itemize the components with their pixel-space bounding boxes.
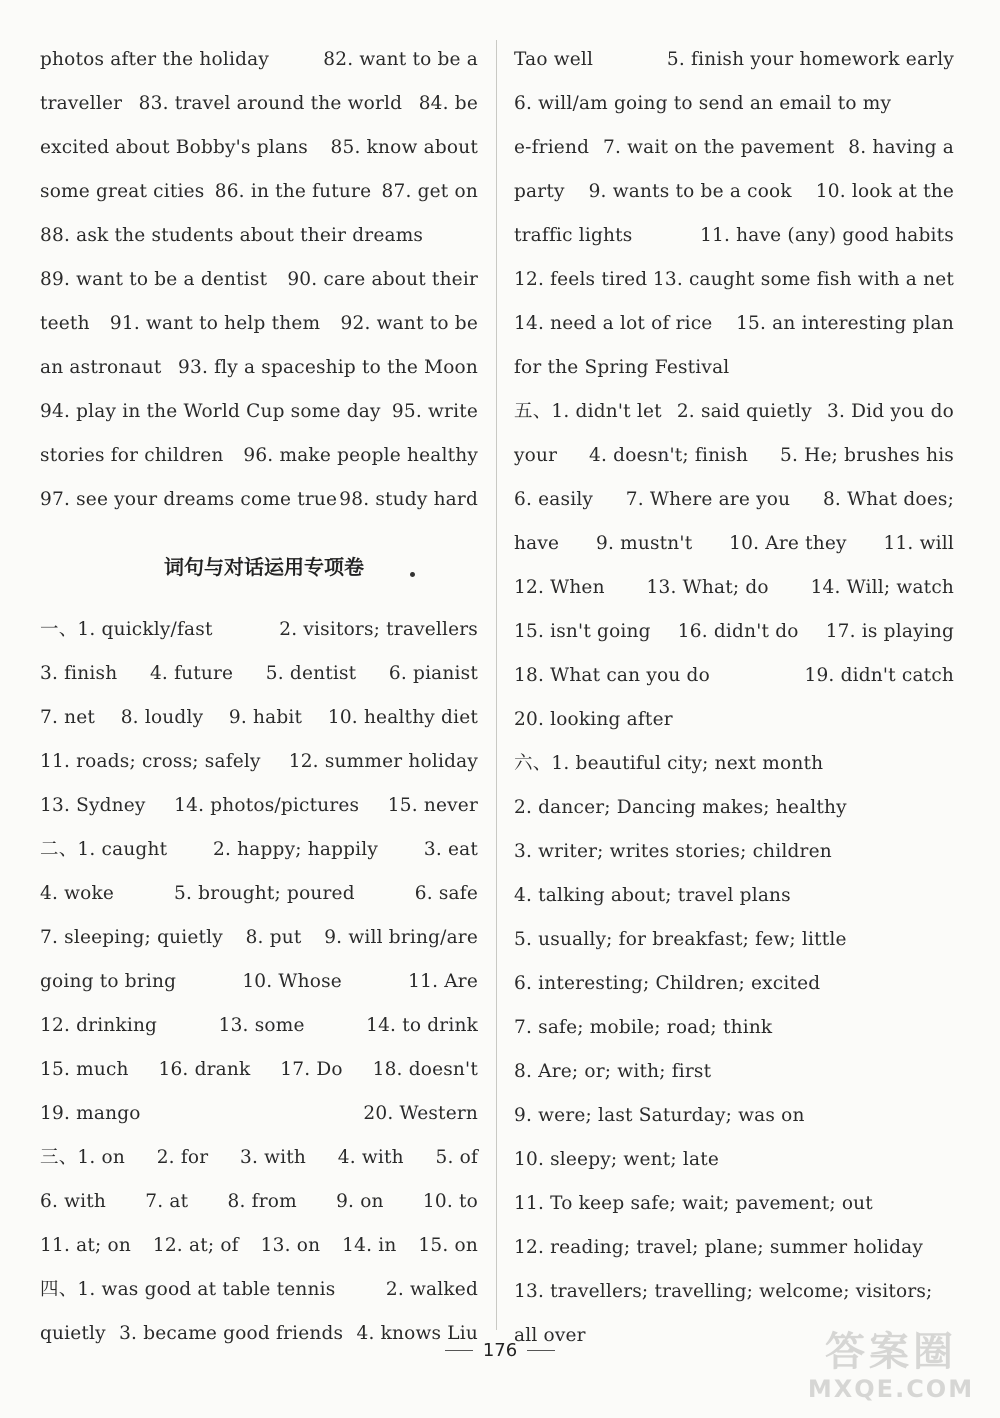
answer-text: 10. sleepy; went; late [514, 1149, 719, 1170]
answer-text: photos after the holiday [40, 49, 270, 70]
answer-text: 五、1. didn't let [514, 401, 662, 422]
answer-line [514, 874, 954, 918]
answer-text: 5. brought; poured [174, 883, 355, 904]
watermark-top: 答案圈 [825, 1329, 957, 1375]
answer-line [514, 258, 954, 302]
right-answers [514, 38, 954, 1358]
answer-text: 6. pianist [388, 663, 478, 684]
answer-text: 11. will [883, 533, 954, 554]
answer-line [514, 522, 954, 566]
answer-line [514, 918, 954, 962]
answer-text: 3. with [239, 1147, 307, 1168]
answer-text: going to bring [40, 971, 177, 992]
answer-text: 3. Did you do [827, 401, 954, 422]
answer-text: have [514, 533, 560, 554]
answer-line [40, 1224, 478, 1268]
answer-text: 97. see your dreams come true [40, 489, 338, 510]
watermark-logo [796, 1322, 986, 1410]
watermark-bottom: MXQE.COM [807, 1375, 975, 1403]
answer-text: 6. safe [414, 883, 478, 904]
answer-line [514, 390, 954, 434]
answer-line [40, 1268, 478, 1312]
answer-text: 8. from [227, 1191, 297, 1212]
answer-line [40, 608, 478, 652]
answer-text: 8. put [245, 927, 302, 948]
answer-text: 4. future [149, 663, 234, 684]
footer-dash-right [527, 1350, 555, 1351]
answer-text: 10. look at the [815, 181, 954, 202]
answer-line [514, 830, 954, 874]
answer-text: 9. were; last Saturday; was on [514, 1105, 805, 1126]
answer-text: 20. looking after [514, 709, 673, 730]
answer-text: 2. for [156, 1147, 209, 1168]
answer-text: 19. mango [40, 1103, 141, 1124]
answer-text: 7. wait on the pavement [602, 137, 835, 158]
answer-line [514, 698, 954, 742]
answer-text: 19. didn't catch [804, 665, 954, 686]
answer-text: 9. wants to be a cook [588, 181, 792, 202]
answer-text: 14. need a lot of rice [514, 313, 713, 334]
answer-text: 10. healthy diet [327, 707, 478, 728]
answer-text: e-friend [514, 137, 590, 158]
answer-text: party [514, 181, 565, 202]
answer-line [40, 258, 478, 302]
answer-text: 2. happy; happily [213, 839, 379, 860]
answer-text: 8. loudly [120, 707, 204, 728]
answer-line [514, 742, 954, 786]
answer-text: 一、1. quickly/fast [40, 619, 213, 640]
answer-line [40, 214, 478, 258]
answer-line [40, 784, 478, 828]
answer-text: for the Spring Festival [514, 357, 730, 378]
answer-text: 4. doesn't; finish [589, 445, 749, 466]
page-number: 176 [482, 1339, 518, 1361]
answer-text: 18. doesn't [372, 1059, 478, 1080]
answer-text: 16. didn't do [677, 621, 799, 642]
answer-text: 7. sleeping; quietly [40, 927, 223, 948]
answer-text: 98. study hard [339, 489, 478, 510]
answer-text: 6. easily [514, 489, 594, 510]
answer-text: 13. travellers; travelling; welcome; visitors; [514, 1281, 933, 1302]
answer-text: 96. make people healthy [243, 445, 478, 466]
answer-text: 2. visitors; travellers [279, 619, 478, 640]
answer-text: 2. said quietly [676, 401, 812, 422]
answer-text: 83. travel around the world [138, 93, 403, 114]
answer-text: all over [514, 1325, 586, 1346]
answer-text: 15. an interesting plan [736, 313, 954, 334]
answer-text: 12. When [514, 577, 605, 598]
answer-text: 12. drinking [40, 1015, 158, 1036]
answer-line [514, 38, 954, 82]
answer-line [514, 654, 954, 698]
answer-text: 8. having a [848, 137, 954, 158]
answer-line [40, 1004, 478, 1048]
answer-text: 92. want to be [340, 313, 478, 334]
answer-line [40, 916, 478, 960]
answer-line [40, 960, 478, 1004]
answer-text: your [514, 445, 558, 466]
answer-line [514, 610, 954, 654]
answer-line [40, 38, 478, 82]
answer-text: 13. some [218, 1015, 305, 1036]
answer-line [514, 1050, 954, 1094]
answer-line [40, 434, 478, 478]
answer-line [40, 1092, 478, 1136]
answer-text: 17. is playing [825, 621, 954, 642]
answer-line [514, 566, 954, 610]
answer-text: an astronaut [40, 357, 162, 378]
answer-text: 4. knows Liu [356, 1323, 478, 1344]
answer-line [40, 82, 478, 126]
answer-text: 20. Western [363, 1103, 478, 1124]
answer-text: 86. in the future [214, 181, 372, 202]
answer-text: 9. habit [228, 707, 303, 728]
answer-text: 6. will/am going to send an email to my [514, 93, 892, 114]
left-answers-top [40, 38, 478, 522]
answer-text: quietly [40, 1323, 106, 1344]
answer-text: 13. on [260, 1235, 321, 1256]
answer-line [514, 126, 954, 170]
answer-text: 11. at; on [40, 1235, 131, 1256]
answer-text: 4. talking about; travel plans [514, 885, 791, 906]
answer-line [40, 1136, 478, 1180]
answer-text: 93. fly a spaceship to the Moon [178, 357, 478, 378]
answer-text: 11. roads; cross; safely [40, 751, 261, 772]
answer-text: 5. of [435, 1147, 478, 1168]
answer-text: 12. summer holiday [288, 751, 478, 772]
stray-mark [410, 572, 415, 577]
answer-text: 13. caught some fish with a net [652, 269, 954, 290]
answer-text: 13. What; do [646, 577, 769, 598]
answer-text: 95. write [391, 401, 478, 422]
answer-text: 15. isn't going [514, 621, 651, 642]
answer-text: 9. will bring/are [324, 927, 478, 948]
right-column [514, 38, 954, 1358]
answer-line [40, 828, 478, 872]
answer-line [40, 302, 478, 346]
answer-line [40, 478, 478, 522]
answer-text: 7. Where are you [625, 489, 791, 510]
answer-line [514, 170, 954, 214]
answer-text: 84. be [418, 93, 478, 114]
answer-text: traffic lights [514, 225, 633, 246]
answer-text: 90. care about their [287, 269, 478, 290]
answer-line [514, 1138, 954, 1182]
answer-line [514, 346, 954, 390]
answer-text: 8. What does; [822, 489, 954, 510]
answer-text: some great cities [40, 181, 205, 202]
answer-line [40, 652, 478, 696]
answer-text: 88. ask the students about their dreams [40, 225, 424, 246]
answer-text: 11. To keep safe; wait; pavement; out [514, 1193, 873, 1214]
answer-text: 14. photos/pictures [174, 795, 360, 816]
answer-text: 7. safe; mobile; road; think [514, 1017, 773, 1038]
answer-text: stories for children [40, 445, 224, 466]
answer-text: excited about Bobby's plans [40, 137, 308, 158]
answer-text: 18. What can you do [514, 665, 710, 686]
answer-text: 2. dancer; Dancing makes; healthy [514, 797, 847, 818]
answer-line [514, 1226, 954, 1270]
answer-text: 9. on [336, 1191, 384, 1212]
section-title: 词句与对话运用专项卷 [164, 554, 364, 579]
answer-text: 二、1. caught [40, 839, 168, 860]
answer-line [514, 434, 954, 478]
answer-text: Tao well [514, 49, 594, 70]
answer-text: 13. Sydney [40, 795, 146, 816]
answer-text: 15. much [40, 1059, 129, 1080]
answer-text: 5. He; brushes his [780, 445, 954, 466]
answer-line [40, 126, 478, 170]
answer-text: 5. finish your homework early [666, 49, 954, 70]
left-column [40, 38, 478, 1356]
answer-line [514, 1270, 954, 1314]
answer-text: 5. usually; for breakfast; few; little [514, 929, 847, 950]
left-answers-bottom [40, 608, 478, 1356]
answer-text: 10. Are they [729, 533, 847, 554]
answer-text: 3. finish [40, 663, 118, 684]
answer-text: 7. net [40, 707, 96, 728]
answer-line [514, 786, 954, 830]
answer-text: 14. Will; watch [810, 577, 954, 598]
answer-text: 六、1. beautiful city; next month [514, 753, 824, 774]
answer-line [514, 1006, 954, 1050]
answer-text: 6. with [40, 1191, 107, 1212]
answer-line [40, 1180, 478, 1224]
answer-line [40, 696, 478, 740]
answer-line [514, 962, 954, 1006]
answer-text: 10. Whose [242, 971, 342, 992]
answer-text: 8. Are; or; with; first [514, 1061, 712, 1082]
answer-line [40, 1048, 478, 1092]
answer-text: 11. Are [408, 971, 478, 992]
answer-text: 6. interesting; Children; excited [514, 973, 821, 994]
answer-text: 3. writer; writes stories; children [514, 841, 832, 862]
answer-line [40, 346, 478, 390]
answer-text: 15. on [418, 1235, 478, 1256]
answer-text: 10. to [422, 1191, 478, 1212]
answer-text: teeth [40, 313, 90, 334]
answer-text: 89. want to be a dentist [40, 269, 268, 290]
answer-line [514, 214, 954, 258]
column-divider [496, 40, 497, 1330]
answer-text: 12. at; of [152, 1235, 239, 1256]
answer-text: 2. walked [385, 1279, 478, 1300]
answer-line [514, 1182, 954, 1226]
answer-line [514, 478, 954, 522]
answer-text: 82. want to be a [323, 49, 478, 70]
answer-text: 14. in [342, 1235, 397, 1256]
answer-text: 11. have (any) good habits [700, 225, 954, 246]
answer-text: 4. with [337, 1147, 404, 1168]
answer-line [40, 872, 478, 916]
answer-text: 三、1. on [40, 1147, 125, 1168]
answer-text: 7. at [145, 1191, 189, 1212]
answer-text: 16. drank [158, 1059, 251, 1080]
answer-text: 四、1. was good at table tennis [40, 1279, 336, 1300]
answer-line [514, 82, 954, 126]
footer-dash-left [445, 1350, 473, 1351]
answer-text: 17. Do [280, 1059, 343, 1080]
answer-text: 3. became good friends [119, 1323, 344, 1344]
answer-text: 12. feels tired [514, 269, 648, 290]
answer-text: 5. dentist [265, 663, 357, 684]
answer-text: 94. play in the World Cup some day [40, 401, 381, 422]
answer-text: 14. to drink [366, 1015, 478, 1036]
answer-text: traveller [40, 93, 123, 114]
answer-text: 12. reading; travel; plane; summer holiday [514, 1237, 924, 1258]
answer-line [514, 302, 954, 346]
answer-text: 15. never [387, 795, 478, 816]
answer-text: 91. want to help them [109, 313, 321, 334]
answer-text: 87. get on [381, 181, 478, 202]
answer-text: 85. know about [330, 137, 478, 158]
answer-line [514, 1094, 954, 1138]
answer-text: 9. mustn't [595, 533, 693, 554]
answer-line [40, 740, 478, 784]
answer-line [40, 390, 478, 434]
answer-text: 3. eat [423, 839, 478, 860]
answer-line [40, 170, 478, 214]
answer-text: 4. woke [40, 883, 115, 904]
